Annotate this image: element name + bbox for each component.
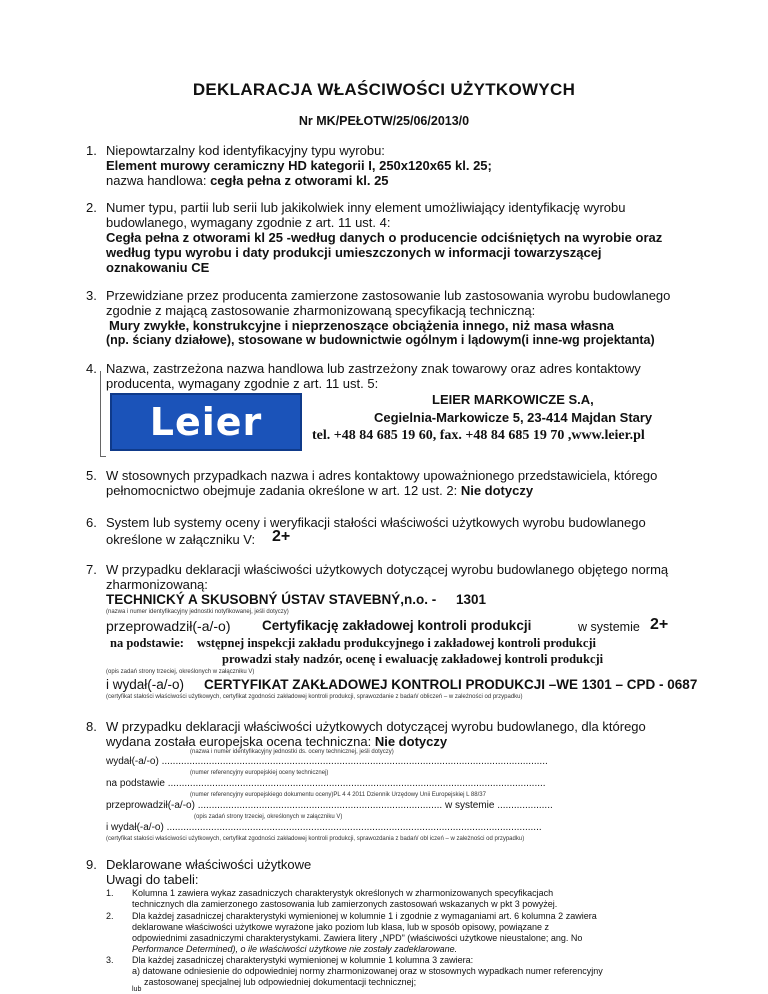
note-2-line-2: deklarowane właściwości użytkowe wyrażone jako poziom lub klasa, lub w sposób opisowy, powiązane z (132, 922, 550, 932)
section-7-carried-out: przeprowadził(-a/-o) (106, 618, 231, 634)
section-6-line-2: określone w załączniku V: (106, 532, 256, 547)
section-7-line-1: W przypadku deklaracji właściwości użytkowych dotyczącej wyrobu budowlanego objętego normą (106, 562, 669, 577)
note-3-line-2: a) datowane odniesienie do odpowiedniej normy zharmonizowanej oraz w stosownych wypadkach numer referencyjny (132, 966, 603, 976)
trade-name-label: nazwa handlowa: (106, 173, 211, 188)
section-1-product-code: Element murowy ceramiczny HD kategorii I, 250x120x65 kl. 25; (106, 158, 492, 173)
section-6-number: 6. (86, 515, 97, 530)
section-8-note-4: (opis zadań strony trzeciej, określonych w załączniku V) (194, 814, 343, 820)
section-8-issued-2: i wydał(-a/-o) ....................................................................................................................................... (106, 822, 542, 833)
note-1-line-2: technicznych dla zamierzonego zastosowania lub zamierzonych zastosowań wskazanych w pkt 3 powyżej. (132, 899, 558, 909)
section-2-line-1: Numer typu, partii lub serii lub jakikolwiek inny element umożliwiający identyfikację wyrobu (106, 200, 626, 215)
section-6-system: 2+ (272, 528, 291, 545)
section-7-certificate: CERTYFIKAT ZAKŁADOWEJ KONTROLI PRODUKCJI –WE 1301 – CPD - 0687 (204, 677, 698, 692)
section-8-note-1: (nazwa i numer identyfikacyjny jednostki ds. oceny technicznej, jeśli dotyczy) (190, 749, 394, 755)
section-8-note-3: (numer referencyjny europejskiego dokumentu oceny)PL 4 4 2011 Dziennik Urzędowy Unii Europejskiej L 88/37 (190, 792, 486, 798)
section-4-line-1: Nazwa, zastrzeżona nazwa handlowa lub zastrzeżony znak towarowy oraz adres kontaktowy (106, 361, 641, 376)
section-8-value: Nie dotyczy (374, 734, 448, 749)
logo-bracket-foot (100, 456, 106, 457)
section-9-notes-heading: Uwagi do tabeli: (106, 872, 199, 887)
logo-bracket (100, 371, 101, 457)
note-3-line-1: Dla każdej zasadniczej charakterystyki wymienionej w kolumnie 1 kolumna 3 zawiera: (132, 955, 474, 965)
section-8-issued: wydał(-a/-o) ........................................................................................................................................... (106, 756, 548, 767)
company-contact: tel. +48 84 685 19 60, fax. +48 84 685 19 70 ,www.leier.pl (312, 428, 645, 443)
section-8-carried-out: przeprowadził(-a/-o) ........................................................................................ w systemie .................... (106, 800, 553, 811)
section-5-value: Nie dotyczy (460, 483, 534, 498)
section-5-number: 5. (86, 468, 97, 483)
section-3-line-1: Przewidziane przez producenta zamierzone zastosowanie lub zastosowania wyrobu budowlanego (106, 288, 671, 303)
section-3-line-4: (np. ściany działowe), stosowane w budownictwie ogólnym i lądowym(i inne-wg projektanta) (106, 333, 655, 347)
section-2-line-3: Cegła pełna z otworami kl 25 -według danych o producencie odciśniętych na wyrobie oraz (106, 230, 663, 245)
section-9-title: Deklarowane właściwości użytkowe (106, 857, 312, 872)
section-8-number: 8. (86, 719, 97, 734)
section-4-number: 4. (86, 361, 97, 376)
section-6-line-1: System lub systemy oceny i weryfikacji stałości właściwości użytkowych wyrobu budowlanego (106, 515, 646, 530)
section-1-number: 1. (86, 143, 97, 158)
note-3-line-4: lub (132, 986, 142, 993)
notified-body-number: 1301 (456, 592, 487, 607)
section-7-system-value: 2+ (650, 616, 669, 633)
section-8-basis: na podstawie ........................................................................................................................................ (106, 778, 546, 789)
note-3-number: 3. (106, 955, 114, 965)
declaration-number: Nr MK/PEŁOTW/25/06/2013/0 (298, 114, 470, 128)
note-1-number: 1. (106, 888, 114, 898)
section-8-line-2 (106, 734, 447, 749)
note-2-line-1: Dla każdej zasadniczej charakterystyki wymienionej w kolumnie 1 i zgodnie z wymaganiami art. 6 kolumna 2 zawiera (132, 911, 597, 921)
section-7-system-label: w systemie (578, 620, 640, 634)
section-7-note-2: (opis zadań strony trzeciej, określonych w załączniku V) (106, 669, 255, 675)
company-name: LEIER MARKOWICZE S.A, (432, 392, 594, 407)
section-1-line-1: Niepowtarzalny kod identyfikacyjny typu wyrobu: (106, 143, 385, 158)
section-3-number: 3. (86, 288, 97, 303)
section-7-basis-label: na podstawie: (110, 636, 184, 650)
section-9-number: 9. (86, 857, 97, 872)
note-2-line-4: Performance Determined), o ile właściwości użytkowe nie zostały zadeklarowane. (132, 944, 458, 954)
note-3-line-3: zastosowanej specjalnej lub odpowiedniej dokumentacji technicznej; (144, 977, 417, 987)
section-7-basis-2: prowadzi stały nadzór, ocenę i ewaluację zakładowej kontroli produkcji (222, 652, 604, 666)
leier-logo-text: Leier (149, 400, 263, 444)
trade-name-value: cegła pełna z otworami kl. 25 (210, 173, 389, 188)
section-3-line-3: Mury zwykłe, konstrukcyjne i nieprzenoszące obciążenia innego, niż masa własna (109, 318, 615, 333)
section-4-line-2: producenta, wymagany zgodnie z art. 11 ust. 5: (106, 376, 379, 391)
section-5-text: pełnomocnictwo obejmuje zadania określone w art. 12 ust. 2: (106, 483, 461, 498)
notified-body: TECHNICKÝ A SKUSOBNÝ ÚSTAV STAVEBNÝ,n.o. - (106, 592, 437, 607)
leier-logo (110, 393, 302, 451)
note-2-number: 2. (106, 911, 114, 921)
section-2-line-2: budowlanego, wymagany zgodnie z art. 11 ust. 4: (106, 215, 391, 230)
section-5-line-2 (106, 483, 533, 498)
section-8-note-2: (numer referencyjny europejskiej oceny technicznej) (190, 770, 329, 776)
company-address: Cegielnia-Markowicze 5, 23-414 Majdan Stary (374, 410, 653, 425)
section-2-line-4: według typu wyrobu i daty produkcji umieszczonych w informacji towarzyszącej (106, 245, 602, 260)
section-3-line-2: zgodnie z mającą zastosowanie zharmonizowaną specyfikacją techniczną: (106, 303, 536, 318)
section-7-task: Certyfikację zakładowej kontroli produkcji (262, 618, 532, 633)
section-7-line-2: zharmonizowaną: (106, 577, 208, 592)
section-8-line-1: W przypadku deklaracji właściwości użytkowych dotyczącej wyrobu budowlanego, dla którego (106, 719, 646, 734)
section-7-number: 7. (86, 562, 97, 577)
note-2-line-3: odpowiednimi zasadniczymi charakterystykami. Zawiera litery „NPD" (właściwości użytkowe nieustalone; ang. No (132, 933, 583, 943)
page-title: DEKLARACJA WŁAŚCIWOŚCI UŻYTKOWYCH (192, 80, 576, 99)
section-7-note-1: (nazwa i numer identyfikacyjny jednostki notyfikowanej, jeśli dotyczy) (106, 609, 289, 615)
section-7-issued: i wydał(-a/-o) (106, 677, 185, 692)
section-7-note-3: (certyfikat stałości właściwości użytkowych, certyfikat zgodności zakładowej kontroli produkcji, sprawozdanie z badań/ obliczeń – w zależności od przypadku) (106, 694, 523, 700)
section-5-line-1: W stosownych przypadkach nazwa i adres kontaktowy upoważnionego przedstawiciela, którego (106, 468, 658, 483)
section-8-text: wydana została europejska ocena techniczna: (106, 734, 375, 749)
section-1-trade-name (106, 173, 389, 188)
note-1-line-1: Kolumna 1 zawiera wykaz zasadniczych charakterystyk określonych w zharmonizowanych specyfikacjach (132, 888, 554, 898)
section-7-basis-1: wstępnej inspekcji zakładu produkcyjnego i zakładowej kontroli produkcji (197, 636, 597, 650)
section-8-note-5: (certyfikat stałości właściwości użytkowych, certyfikat zgodności zakładowej kontroli produkcji, sprawozdania z badań/ obl iczeń – w zależności od przypadku) (106, 836, 525, 842)
section-2-line-5: oznakowaniu CE (106, 260, 210, 275)
section-2-number: 2. (86, 200, 97, 215)
